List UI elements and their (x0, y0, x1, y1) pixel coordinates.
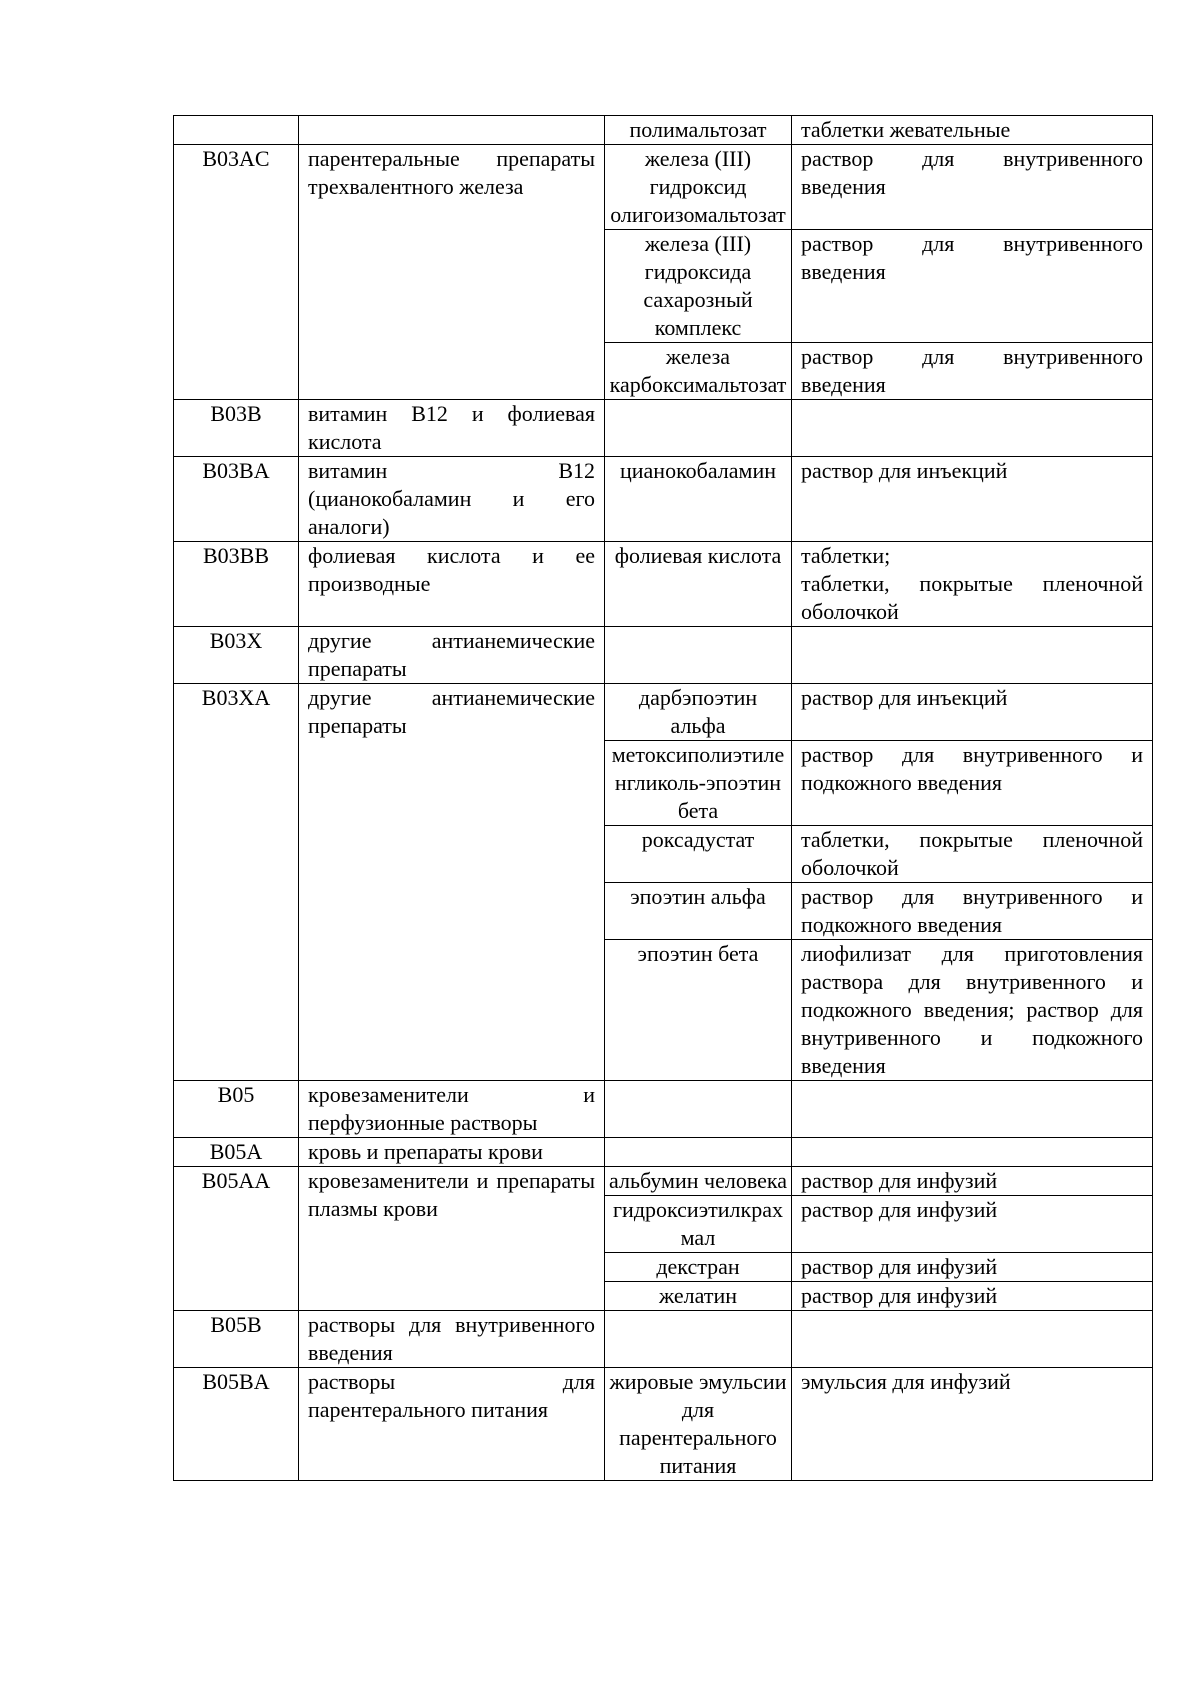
dosage-form-cell (792, 145, 1153, 230)
drug-name-cell: эпоэтин бета (605, 940, 792, 1081)
table-row (174, 1138, 1153, 1167)
anatomical-group-cell: фолиевая кислота и ее производные (299, 542, 605, 627)
dosage-form-cell (792, 230, 1153, 343)
dosage-form-text: таблетки; (801, 543, 891, 568)
table-row (174, 145, 1153, 230)
table-row (174, 1081, 1153, 1138)
dosage-form-text: раствор для инфузий (801, 1168, 998, 1193)
atc-code-cell: B03BA (174, 457, 299, 542)
dosage-form-cell (792, 940, 1153, 1081)
dosage-form-cell (792, 542, 1153, 627)
drug-name-cell (605, 627, 792, 684)
drug-name-cell: альбумин человека (605, 1167, 792, 1196)
drug-name-cell: декстран (605, 1253, 792, 1282)
atc-code-cell: B05A (174, 1138, 299, 1167)
drug-name-cell: дарбэпоэтин альфа (605, 684, 792, 741)
drug-name-cell: гидроксиэтилкрахмал (605, 1196, 792, 1253)
dosage-form-text: эмульсия для инфузий (801, 1369, 1011, 1394)
dosage-form-cell (792, 627, 1153, 684)
dosage-form-cell (792, 741, 1153, 826)
anatomical-group-cell: кровезаменители и перфузионные растворы (299, 1081, 605, 1138)
dosage-form-cell (792, 1167, 1153, 1196)
drug-name-cell: эпоэтин альфа (605, 883, 792, 940)
anatomical-group-cell (299, 116, 605, 145)
dosage-form-cell (792, 883, 1153, 940)
dosage-form-cell (792, 826, 1153, 883)
dosage-form-text: раствор для внутривенного введения (801, 344, 1143, 397)
table-row (174, 116, 1153, 145)
dosage-form-text: раствор для внутривенного введения (801, 146, 1143, 199)
dosage-form-text: раствор для инъекций (801, 685, 1008, 710)
atc-code-cell: B03XA (174, 684, 299, 1081)
dosage-form-cell (792, 457, 1153, 542)
anatomical-group-cell: витамин B12 и фолиевая кислота (299, 400, 605, 457)
drug-name-cell (605, 400, 792, 457)
dosage-form-text: раствор для внутривенного введения (801, 231, 1143, 284)
atc-code-cell: B03AC (174, 145, 299, 400)
anatomical-group-cell: парентеральные препараты трехвалентного железа (299, 145, 605, 400)
anatomical-group-cell: растворы для парентерального питания (299, 1368, 605, 1481)
table-row (174, 1368, 1153, 1481)
table-row (174, 627, 1153, 684)
table-row (174, 400, 1153, 457)
dosage-form-text: раствор для инфузий (801, 1254, 998, 1279)
table-row (174, 1311, 1153, 1368)
drug-name-cell (605, 1311, 792, 1368)
drug-name-cell: жировые эмульсии для парентерального питания (605, 1368, 792, 1481)
anatomical-group-cell: кровь и препараты крови (299, 1138, 605, 1167)
drug-name-cell (605, 1081, 792, 1138)
atc-code-cell: B05B (174, 1311, 299, 1368)
atc-code-cell: B05BA (174, 1368, 299, 1481)
anatomical-group-cell: кровезаменители и препараты плазмы крови (299, 1167, 605, 1311)
table-row (174, 542, 1153, 627)
dosage-form-cell (792, 116, 1153, 145)
dosage-form-text: раствор для инфузий (801, 1283, 998, 1308)
drug-name-cell: железа карбоксимальтозат (605, 343, 792, 400)
table-row (174, 684, 1153, 741)
drug-name-cell: железа (III) гидроксида сахарозный комплекс (605, 230, 792, 343)
drug-name-cell: метоксиполиэтиленгликоль-эпоэтин бета (605, 741, 792, 826)
table-body (174, 116, 1153, 1481)
atc-code-cell (174, 116, 299, 145)
dosage-form-text: таблетки, покрытые пленочной оболочкой (801, 827, 1143, 880)
anatomical-group-cell: другие антианемические препараты (299, 627, 605, 684)
dosage-form-text: раствор для внутривенного и подкожного введения (801, 742, 1143, 795)
dosage-form-cell (792, 400, 1153, 457)
atc-code-cell: B05AA (174, 1167, 299, 1311)
dosage-form-cell (792, 1311, 1153, 1368)
drug-name-cell: железа (III) гидроксид олигоизомальтозат (605, 145, 792, 230)
dosage-form-cell (792, 1368, 1153, 1481)
drug-name-cell: цианокобаламин (605, 457, 792, 542)
table-row (174, 1167, 1153, 1196)
dosage-form-text: таблетки, покрытые пленочной оболочкой (801, 571, 1143, 624)
dosage-form-cell (792, 343, 1153, 400)
dosage-form-cell (792, 1196, 1153, 1253)
dosage-form-text: таблетки жевательные (801, 117, 1011, 142)
drug-name-cell: фолиевая кислота (605, 542, 792, 627)
drug-name-cell: желатин (605, 1282, 792, 1311)
anatomical-group-cell: витамин B12 (цианокобаламин и его аналоги) (299, 457, 605, 542)
atc-code-cell: B03BB (174, 542, 299, 627)
table-row (174, 457, 1153, 542)
dosage-form-text: лиофилизат для приготовления раствора для внутривенного и подкожного введения; раствор для внутривенного и подкожного введения (801, 941, 1143, 1078)
drug-list-table (173, 115, 1153, 1481)
anatomical-group-cell: растворы для внутривенного введения (299, 1311, 605, 1368)
dosage-form-text: раствор для инфузий (801, 1197, 998, 1222)
atc-code-cell: B03X (174, 627, 299, 684)
dosage-form-cell (792, 684, 1153, 741)
anatomical-group-cell: другие антианемические препараты (299, 684, 605, 1081)
dosage-form-text: раствор для инъекций (801, 458, 1008, 483)
dosage-form-text: раствор для внутривенного и подкожного введения (801, 884, 1143, 937)
drug-name-cell (605, 1138, 792, 1167)
dosage-form-cell (792, 1138, 1153, 1167)
drug-name-cell: полимальтозат (605, 116, 792, 145)
dosage-form-cell (792, 1253, 1153, 1282)
dosage-form-cell (792, 1081, 1153, 1138)
atc-code-cell: B03B (174, 400, 299, 457)
atc-code-cell: B05 (174, 1081, 299, 1138)
dosage-form-cell (792, 1282, 1153, 1311)
drug-name-cell: роксадустат (605, 826, 792, 883)
